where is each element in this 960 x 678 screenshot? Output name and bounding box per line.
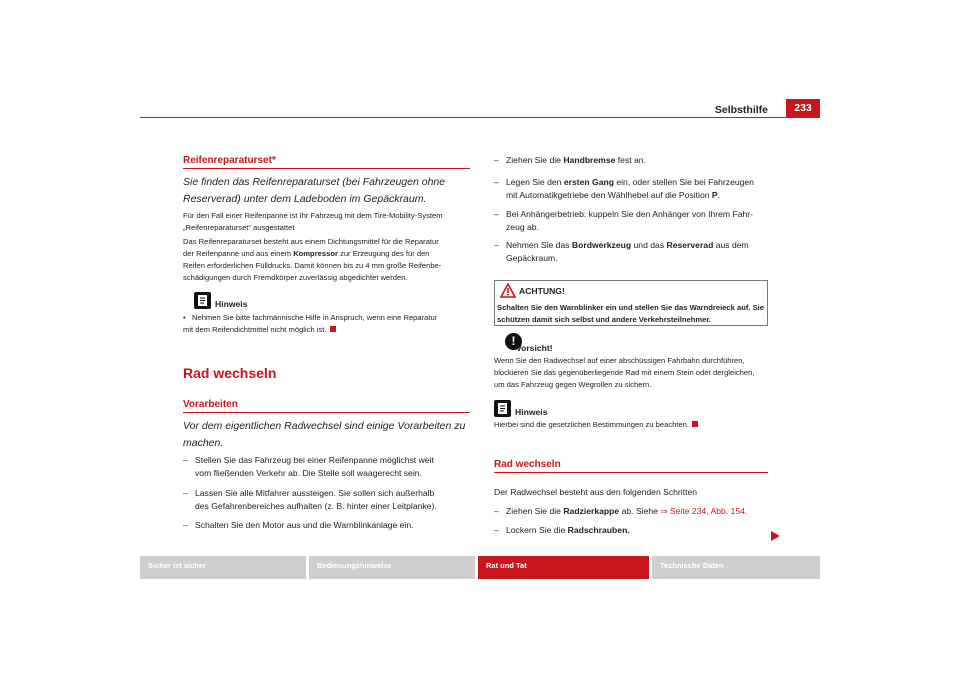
note-icon [194, 292, 211, 309]
warning-triangle-icon [500, 283, 516, 298]
prep-step-1: – Stellen Sie das Fahrzeug bei einer Reifenpanne möglichst weit vom fließenden Verkehr ab. Die Stelle soll waagerecht sein. [183, 455, 434, 478]
caution-title: Vorsicht! [516, 343, 553, 353]
wheel-section-rule [494, 472, 768, 473]
note-icon [494, 400, 511, 417]
right-step-2: – Legen Sie den ersten Gang ein, oder stellen Sie bei Fahrzeugen mit Automatikgetriebe den Wählhebel auf die Position P. [494, 177, 754, 200]
prep-lead: Vor dem eigentlichen Radwechsel sind einige Vorarbeiten zu machen. [183, 420, 466, 449]
page-reference-link[interactable]: ⇒ Seite 234, Abb. 154 [660, 506, 745, 516]
header-rule [140, 117, 820, 118]
wheel-step-1: – Ziehen Sie die Radzierkappe ab. Siehe ⇒ Seite 234, Abb. 154. [494, 506, 748, 516]
caution-text: Wenn Sie den Radwechsel auf einer abschüssigen Fahrbahn durchführen, blockieren Sie das gegenüberliegende Rad mit einem Stein oder dergleichen, um das Fahrzeug gegen Wegrollen zu sichern. [494, 356, 755, 389]
right-step-1: – Ziehen Sie die Handbremse fest an. [494, 155, 646, 165]
right-step-4: – Nehmen Sie das Bordwerkzeug und das Reserverad aus dem Gepäckraum. [494, 240, 749, 263]
wheel-step-2: – Lockern Sie die Radschrauben. [494, 525, 630, 535]
continue-arrow-icon[interactable] [771, 528, 780, 538]
right-step-3: – Bei Anhängerbetrieb: kuppeln Sie den Anhänger von Ihrem Fahr- zeug ab. [494, 209, 753, 232]
tab-sicher-ist-sicher[interactable]: Sicher ist sicher [140, 556, 306, 579]
note-1-text: • Nehmen Sie bitte fachmännische Hilfe in Anspruch, wenn eine Reparatur mit dem Reifendichtmittel nicht möglich ist. [183, 313, 438, 334]
warning-text: Schalten Sie den Warnblinker ein und stellen Sie das Warndreieck auf. Sie schützen damit sich selbst und andere Verkehrsteilnehmer. [497, 303, 764, 324]
kit-heading-rule [183, 168, 470, 169]
prep-step-2: – Lassen Sie alle Mitfahrer aussteigen. Sie sollen sich außerhalb des Gefahrenbereiches aufhalten (z. B. hinter einer Leitplanke). [183, 488, 437, 511]
note-1-title: Hinweis [215, 299, 248, 309]
tab-rat-und-tat[interactable]: Rat und Tat [478, 556, 649, 579]
note-2-text: Hierbei sind die gesetzlichen Bestimmungen zu beachten. [494, 419, 779, 431]
wheel-change-title: Rad wechseln [183, 365, 277, 381]
prep-step-3: – Schalten Sie den Motor aus und die Warnblinkanlage ein. [183, 520, 414, 530]
end-mark [330, 326, 336, 332]
prep-heading: Vorarbeiten [183, 399, 238, 410]
kit-lead: Sie finden das Reifenreparaturset (bei Fahrzeugen ohne Reserverad) unter dem Ladeboden im Gepäckraum. [183, 176, 446, 205]
kit-paragraph-2: Das Reifenreparaturset besteht aus einem Dichtungsmittel für die Reparatur der Reifenpanne und aus einem Kompressor zur Erzeugung des für den Reifen erforderlichen Fülldrucks. Damit können bis zu 4 mm große Reifenbe- schädigungen durch Fremdkörper zuverlässig abgedichtet werden. [183, 237, 442, 282]
tab-technische-daten[interactable]: Technische Daten [652, 556, 820, 579]
caution-icon: ! [505, 333, 522, 350]
tab-bedienungshinweise[interactable]: Bedienungshinweise [309, 556, 475, 579]
warning-title: ACHTUNG! [519, 286, 565, 296]
wheel-intro: Der Radwechsel besteht aus den folgenden Schritten [494, 487, 698, 497]
kit-paragraph-1: Für den Fall einer Reifenpanne ist Ihr Fahrzeug mit dem Tire-Mobility-System „Reifenreparaturset“ ausgestattet [183, 211, 443, 232]
end-mark [692, 421, 698, 427]
prep-heading-rule [183, 412, 470, 413]
kit-heading: Reifenreparaturset* [183, 155, 276, 166]
wheel-section-heading: Rad wechseln [494, 459, 561, 470]
page-header-title: Selbsthilfe [714, 104, 768, 116]
page-number: 233 [786, 99, 820, 118]
note-2-title: Hinweis [515, 407, 548, 417]
